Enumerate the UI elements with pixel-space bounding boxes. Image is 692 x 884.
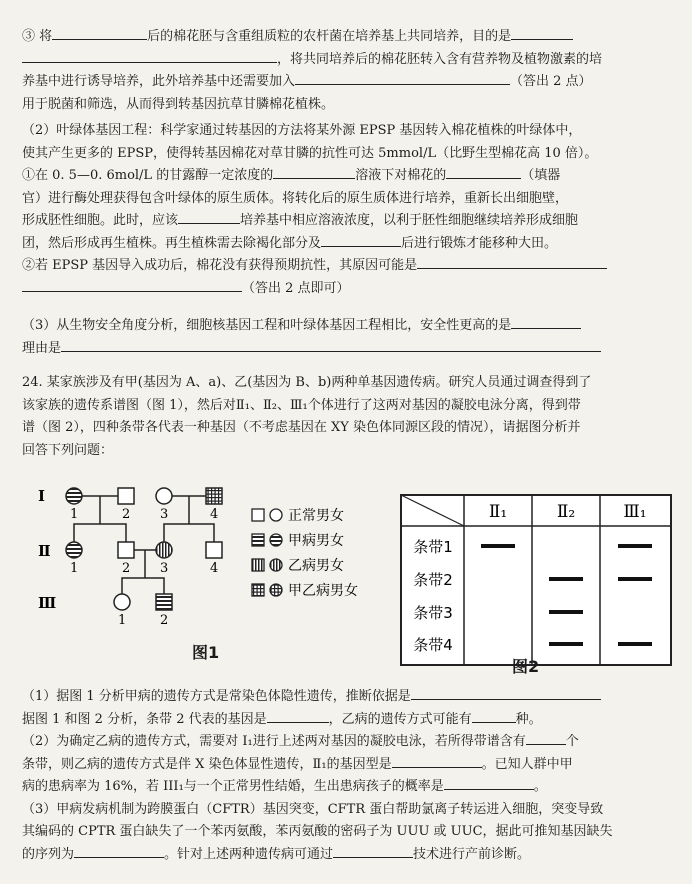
text: 后的棉花胚与含重组质粒的农杆菌在培养基上共同培养，目的是 xyxy=(147,29,512,44)
answer-blank[interactable] xyxy=(472,709,516,723)
figure2-caption: 图2 xyxy=(512,657,540,676)
individual-II3 xyxy=(156,542,172,558)
individual-III1 xyxy=(114,594,130,610)
id-number: 4 xyxy=(210,561,219,576)
dna-band xyxy=(481,544,515,548)
individual-II2 xyxy=(118,542,134,558)
figure1-caption: 图1 xyxy=(192,643,220,662)
id-number: 1 xyxy=(118,613,127,628)
answer-blank[interactable] xyxy=(392,754,482,768)
individual-II4 xyxy=(206,542,222,558)
text: （3）从生物安全角度分析，细胞核基因工程和叶绿体基因工程相比，安全性更高的是 xyxy=(22,318,512,333)
individual-II1 xyxy=(66,542,82,558)
text: 24. 某家族涉及有甲(基因为 A、a)、乙(基因为 B、b)两种单基因遗传病。研究人员通过调查得到了 xyxy=(22,375,592,390)
id-number: 2 xyxy=(122,561,131,576)
answer-blank[interactable] xyxy=(446,165,521,179)
text: ，乙病的遗传方式可能有 xyxy=(328,711,472,727)
text: 种。 xyxy=(515,711,542,727)
text: （2）叶绿体基因工程：科学家通过转基因的方法将某外源 EPSP 基因转入棉花植株的叶绿体中， xyxy=(22,123,582,138)
legend-circle xyxy=(270,559,282,571)
legend-square xyxy=(252,559,264,571)
dna-band xyxy=(618,544,652,548)
text: 技术进行产前诊断。 xyxy=(413,846,531,862)
individual-III2 xyxy=(156,594,172,610)
column-header: Ⅱ₂ xyxy=(556,502,576,522)
id-number: 2 xyxy=(122,507,131,522)
text: 培养基中相应溶液浓度，以利于胚性细胞继续培养形成细胞 xyxy=(240,213,579,228)
answer-blank[interactable] xyxy=(444,776,534,790)
answer-blank[interactable] xyxy=(417,255,607,269)
individual-I2 xyxy=(118,488,134,504)
text: ②若 EPSP 基因导入成功后，棉花没有获得预期抗性，其原因可能是 xyxy=(22,258,418,273)
answer-blank[interactable] xyxy=(178,210,240,224)
legend-circle xyxy=(270,584,282,596)
id-number: 2 xyxy=(160,613,169,628)
q23-part3 xyxy=(22,315,674,360)
pedigree-legend xyxy=(252,507,358,599)
text: 条带，则乙病的遗传方式是伴 X 染色体显性遗传，Ⅱ₁的基因型是 xyxy=(22,756,392,772)
answer-blank[interactable] xyxy=(22,278,242,292)
answer-blank[interactable] xyxy=(74,844,164,858)
text: 溶液下对棉花的 xyxy=(355,168,447,183)
text: （答出 2 点） xyxy=(510,74,592,89)
text: （填器 xyxy=(521,168,561,183)
text: ①在 0. 5—0. 6mol/L 的甘露醇一定浓度的 xyxy=(22,168,274,183)
q24-questions xyxy=(22,686,674,866)
row-label: 条带3 xyxy=(413,604,453,622)
text: 。 xyxy=(533,779,547,794)
text: 。已知人群中甲 xyxy=(481,756,573,772)
text: （3）甲病发病机制为跨膜蛋白（CFTR）基因突变，CFTR 蛋白帮助氯离子转运进入细胞，突变导致 xyxy=(22,801,604,817)
legend-label: 正常男女 xyxy=(288,508,344,524)
q23-part1 xyxy=(22,26,674,116)
text: ，将共同培养后的棉花胚转入含有营养物及植物激素的培 xyxy=(277,51,603,67)
text: （答出 2 点即可） xyxy=(242,280,350,296)
dna-band xyxy=(549,577,583,581)
text: 理由是 xyxy=(22,340,62,356)
gen-label: Ⅱ xyxy=(38,542,51,560)
legend-label: 甲乙病男女 xyxy=(288,583,358,599)
answer-blank[interactable] xyxy=(52,26,147,40)
answer-blank[interactable] xyxy=(511,315,581,329)
text: 的序列为 xyxy=(22,846,75,862)
row-label: 条带1 xyxy=(413,538,453,556)
id-number: 4 xyxy=(210,507,219,522)
gen-label: Ⅲ xyxy=(38,594,57,612)
text: 回答下列问题： xyxy=(22,442,114,458)
band-chart xyxy=(400,494,672,666)
individual-I1 xyxy=(66,488,82,504)
answer-blank[interactable] xyxy=(22,49,277,63)
legend-label: 甲病男女 xyxy=(288,533,344,549)
legend-square xyxy=(252,534,264,546)
id-number: 3 xyxy=(160,507,169,522)
answer-blank[interactable] xyxy=(333,844,413,858)
answer-blank[interactable] xyxy=(321,233,401,247)
pedigree-chart xyxy=(36,476,366,661)
individual-I3 xyxy=(156,488,172,504)
text: ③ 将 xyxy=(22,29,53,44)
answer-blank[interactable] xyxy=(273,165,355,179)
answer-blank[interactable] xyxy=(267,709,329,723)
dna-band xyxy=(549,642,583,646)
id-number: 3 xyxy=(160,561,169,576)
column-header: Ⅱ₁ xyxy=(488,502,508,522)
answer-blank[interactable] xyxy=(295,71,510,85)
text: （1）据图 1 分析甲病的遗传方式是常染色体隐性遗传，推断依据是 xyxy=(22,689,411,704)
q23-part2 xyxy=(22,120,674,300)
answer-blank[interactable] xyxy=(411,686,601,700)
answer-blank[interactable] xyxy=(61,338,601,352)
text: （2）为确定乙病的遗传方式，需要对 I₁进行上述两对基因的凝胶电泳，若所得带谱含有 xyxy=(22,734,526,749)
text: 据图 1 和图 2 分析，条带 2 代表的基因是 xyxy=(22,711,267,727)
legend-square xyxy=(252,584,264,596)
text: 使其产生更多的 EPSP，使得转基因棉花对草甘膦的抗性可达 5mmol/L（比野生型棉花高 10 倍）。 xyxy=(22,145,598,161)
legend-circle xyxy=(270,534,282,546)
text: 官）进行酶处理获得包含叶绿体的原生质体。将转化后的原生质体进行培养，重新长出细胞壁， xyxy=(22,190,569,206)
text: 个 xyxy=(565,734,579,749)
text: 团，然后形成再生植株。再生植株需去除褐化部分及 xyxy=(22,235,322,251)
dna-band xyxy=(549,610,583,614)
text: 该家族的遗传系谱图（图 1），然后对Ⅱ₁、Ⅱ₂、Ⅲ₁个体进行了这两对基因的凝胶电泳分离，得到带 xyxy=(22,397,581,413)
dna-band xyxy=(618,577,652,581)
individual-I4 xyxy=(206,488,222,504)
row-label: 条带2 xyxy=(413,571,453,589)
text: 后进行锻炼才能移种大田。 xyxy=(401,235,558,251)
row-label: 条带4 xyxy=(413,636,453,654)
text: 养基中进行诱导培养，此外培养基中还需要加入 xyxy=(22,74,296,89)
text: 谱（图 2），四种条带各代表一种基因（不考虑基因在 XY 染色体同源区段的情况），请据图分析并 xyxy=(22,420,581,435)
text: 其编码的 CPTR 蛋白缺失了一个苯丙氨酸，苯丙氨酸的密码子为 UUU 或 UUC，据此可推知基因缺失 xyxy=(22,824,613,839)
legend-square xyxy=(252,509,264,521)
answer-blank[interactable] xyxy=(526,731,566,745)
text: 病的患病率为 16%，若 III₁与一个正常男性结婚，生出患病孩子的概率是 xyxy=(22,779,444,794)
text: 形成胚性细胞。此时，应该 xyxy=(22,213,179,228)
gen-label: Ⅰ xyxy=(38,487,46,505)
legend-circle xyxy=(270,509,282,521)
column-header: Ⅲ₁ xyxy=(623,502,647,522)
dna-band xyxy=(618,642,652,646)
text: 。针对上述两种遗传病可通过 xyxy=(164,846,334,862)
text: 用于脱菌和筛选，从而得到转基因抗草甘膦棉花植株。 xyxy=(22,96,335,112)
id-number: 1 xyxy=(70,507,79,522)
q24-stem xyxy=(22,372,674,462)
legend-label: 乙病男女 xyxy=(288,558,344,574)
answer-blank[interactable] xyxy=(511,26,573,40)
id-number: 1 xyxy=(70,561,79,576)
